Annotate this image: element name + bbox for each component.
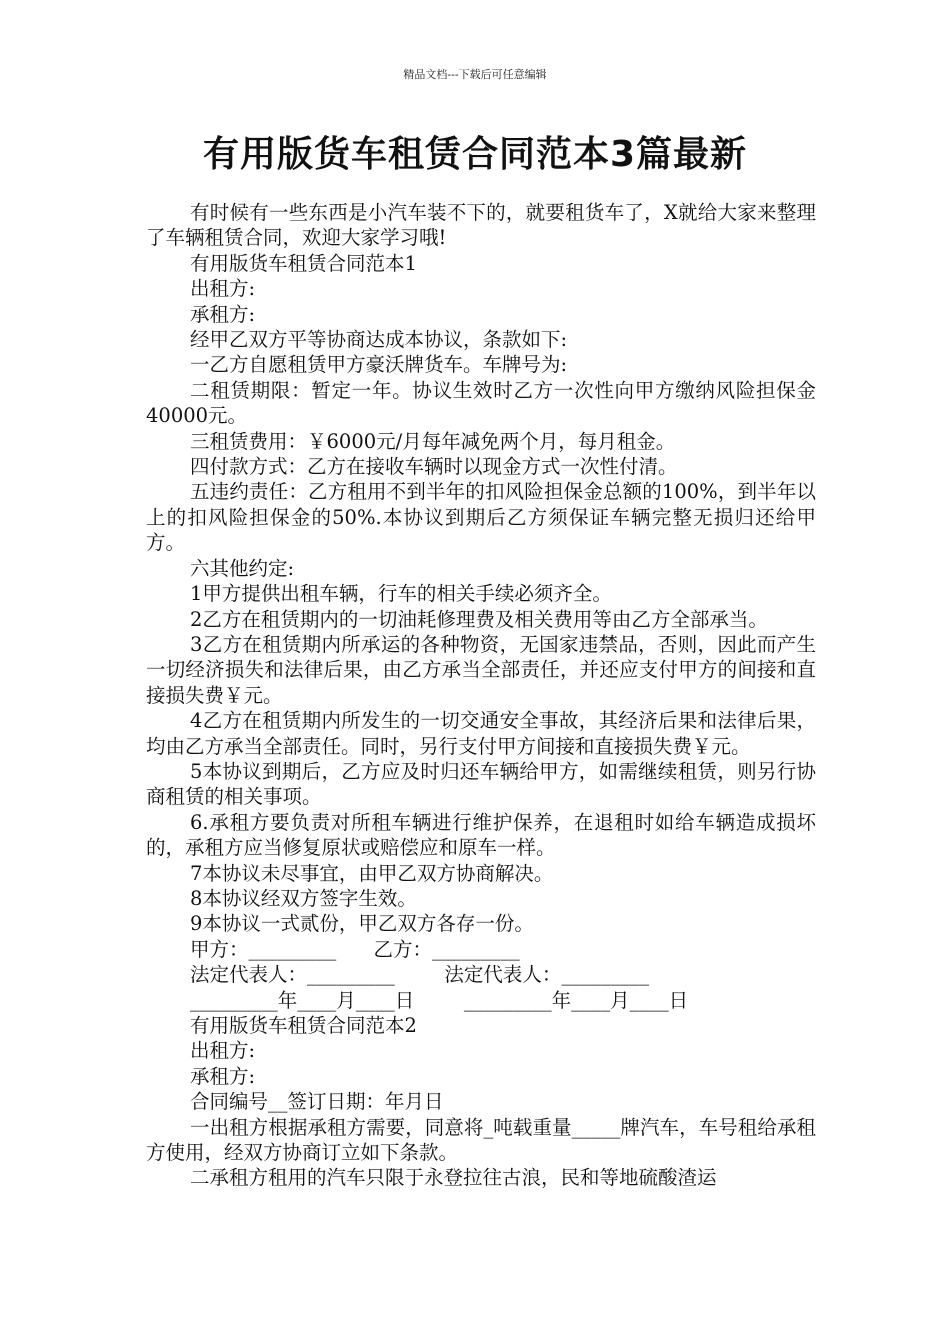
paragraph: 二承租方租用的汽车只限于永登拉往古浪，民和等地硫酸渣运 xyxy=(190,1166,717,1190)
paragraph: 三租赁费用：￥6000元/月每年减免两个月，每月租金。 xyxy=(190,429,676,453)
paragraph: 8本协议经双方签字生效。 xyxy=(190,886,417,910)
paragraph: 出租方: xyxy=(190,277,256,301)
paragraph: 合同编号__签订日期：年月日 xyxy=(190,1090,444,1114)
signature-line: 法定代表人：_________ 法定代表人：_________ xyxy=(190,963,650,987)
paragraph: 有用版货车租赁合同范本1 xyxy=(190,251,417,275)
paragraph: 出租方: xyxy=(190,1039,256,1063)
signature-line: 甲方：_________ 乙方：_________ xyxy=(190,937,520,961)
page-header: 精品文档---下载后可任意编辑 xyxy=(403,68,547,81)
document-title: 有用版货车租赁合同范本3篇最新 xyxy=(202,134,748,175)
paragraph: 经甲乙双方平等协商达成本协议，条款如下: xyxy=(190,328,568,352)
paragraph: 有用版货车租赁合同范本2 xyxy=(190,1014,417,1037)
paragraph: 9本协议一式贰份，甲乙双方各存一份。 xyxy=(190,912,534,936)
paragraph: 二租赁期限：暂定一年。协议生效时乙方一次性向甲方缴纳风险担保金40000元。 xyxy=(146,378,816,428)
paragraph: 1甲方提供出租车辆，行车的相关手续必须齐全。 xyxy=(190,582,612,606)
paragraph: 一出租方根据承租方需要，同意将_吨载重量_____牌汽车，车号租给承租方使用，经双方协商订立如下条款。 xyxy=(146,1115,816,1165)
document-body xyxy=(146,200,816,1191)
paragraph: 6.承租方要负责对所租车辆进行维护保养，在退租时如给车辆造成损坏的，承租方应当修复原状或赔偿应和原车一样。 xyxy=(146,810,816,860)
paragraph: 承租方: xyxy=(190,1064,256,1088)
signature-line: _________年____月____日 _________年____月____日 xyxy=(190,988,689,1012)
paragraph: 四付款方式：乙方在接收车辆时以现金方式一次性付清。 xyxy=(190,455,678,479)
paragraph: 2乙方在租赁期内的一切油耗修理费及相关费用等由乙方全部承当。 xyxy=(190,607,768,631)
paragraph: 5本协议到期后，乙方应及时归还车辆给甲方，如需继续租赁，则另行协商租赁的相关事项。 xyxy=(146,759,816,809)
paragraph: 一乙方自愿租赁甲方豪沃牌货车。车牌号为: xyxy=(190,353,568,377)
paragraph: 五违约责任：乙方租用不到半年的扣风险担保金总额的100%，到半年以上的扣风险担保金的50%.本协议到期后乙方须保证车辆完整无损归还给甲方。 xyxy=(146,480,816,555)
paragraph: 4乙方在租赁期内所发生的一切交通安全事故，其经济后果和法律后果，均由乙方承当全部责任。同时，另行支付甲方间接和直接损失费￥元。 xyxy=(146,709,816,758)
paragraph: 承租方: xyxy=(190,302,256,326)
paragraph: 六其他约定: xyxy=(190,556,295,580)
paragraph: 有时候有一些东西是小汽车装不下的，就要租货车了，X就给大家来整理了车辆租赁合同，欢迎大家学习哦! xyxy=(146,201,816,250)
paragraph: 7本协议未尽事宜，由甲乙双方协商解决。 xyxy=(190,861,554,885)
paragraph: 3乙方在租赁期内所承运的各种物资，无国家违禁品，否则，因此而产生一切经济损失和法律后果，由乙方承当全部责任，并还应支付甲方的间接和直接损失费￥元。 xyxy=(146,632,816,707)
